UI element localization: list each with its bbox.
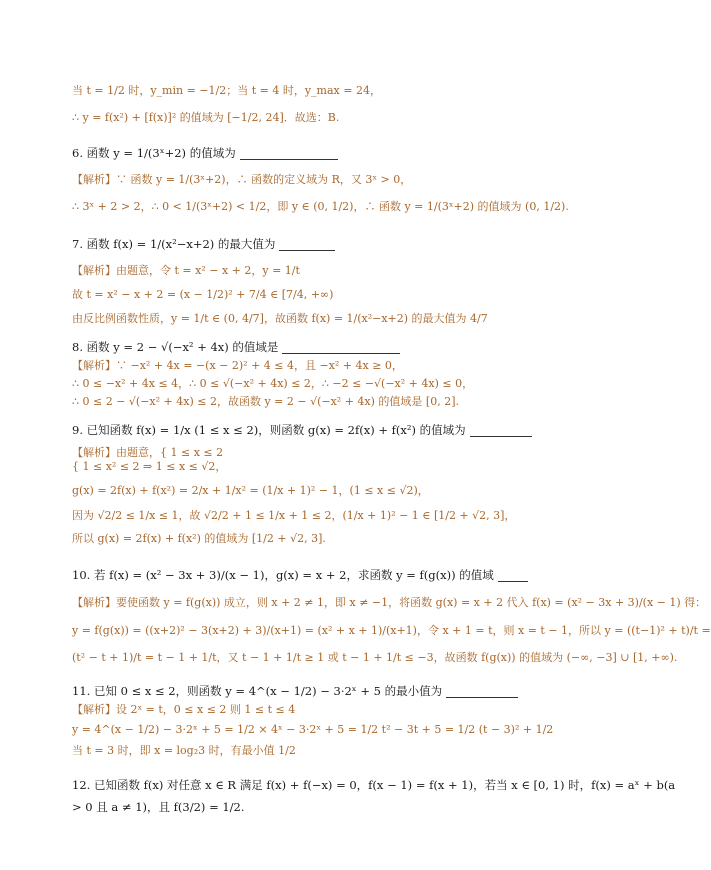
text-line: 当 t = 1/2 时，y_min = −1/2；当 t = 4 时，y_max = 24， — [72, 84, 381, 97]
text-line: ∴ y = f(x²) + [f(x)]² 的值域为 [−1/2, 24]．故选：B. — [72, 111, 340, 124]
text-line: { 1 ≤ x² ≤ 2 ⇒ 1 ≤ x ≤ √2， — [72, 460, 227, 473]
text-line: (t² − t + 1)/t = t − 1 + 1/t，又 t − 1 + 1/t ≥ 1 或 t − 1 + 1/t ≤ −3，故函数 f(g(x)) 的值域为 (−∞, −3] ∪ [1, +∞). — [72, 651, 678, 664]
text-line: 【解析】要使函数 y = f(g(x)) 成立，则 x + 2 ≠ 1，即 x ≠ −1，将函数 g(x) = x + 2 代入 f(x) = (x² − 3x + 3)/(x − 1) 得： — [72, 596, 707, 609]
text-line: 【解析】∵ 函数 y = 1/(3ˣ+2)，∴ 函数的定义域为 R，又 3ˣ > 0， — [72, 173, 412, 186]
text-line: 【解析】由题意，令 t = x² − x + 2，y = 1/t — [72, 264, 300, 277]
text-line: ∴ 3ˣ + 2 > 2，∴ 0 < 1/(3ˣ+2) < 1/2，即 y ∈ (0, 1/2)，∴ 函数 y = 1/(3ˣ+2) 的值域为 (0, 1/2). — [72, 200, 569, 213]
question-12: 12. 已知函数 f(x) 对任意 x ∈ R 满足 f(x) + f(−x) = 0，f(x − 1) = f(x + 1)，若当 x ∈ [0, 1) 时，f(x) = aˣ + b(a — [72, 778, 676, 792]
text-line: 当 t = 3 时，即 x = log₂3 时，有最小值 1/2 — [72, 744, 296, 757]
text-line: g(x) = 2f(x) + f(x²) = 2/x + 1/x² = (1/x + 1)² − 1，(1 ≤ x ≤ √2)， — [72, 484, 429, 497]
text-line: 所以 g(x) = 2f(x) + f(x²) 的值域为 [1/2 + √2, 3]. — [72, 532, 326, 545]
text-line: 【解析】∵ −x² + 4x = −(x − 2)² + 4 ≤ 4，且 −x² + 4x ≥ 0， — [72, 359, 403, 372]
text-line: 由反比例函数性质，y = 1/t ∈ (0, 4/7]，故函数 f(x) = 1/(x²−x+2) 的最大值为 4/7 — [72, 312, 488, 325]
text-line: y = f(g(x)) = ((x+2)² − 3(x+2) + 3)/(x+1) = (x² + x + 1)/(x+1)，令 x + 1 = t，则 x = t − 1，所以 y = ((t−1)² + t)/t = — [72, 624, 711, 637]
text-line: 故 t = x² − x + 2 = (x − 1/2)² + 7/4 ∈ [7/4, +∞) — [72, 288, 334, 301]
text-line: ∴ 0 ≤ −x² + 4x ≤ 4，∴ 0 ≤ √(−x² + 4x) ≤ 2，∴ −2 ≤ −√(−x² + 4x) ≤ 0， — [72, 377, 474, 390]
question-6: 6. 函数 y = 1/(3ˣ+2) 的值域为 — [72, 146, 338, 160]
text-line: 因为 √2/2 ≤ 1/x ≤ 1，故 √2/2 + 1 ≤ 1/x + 1 ≤ 2，(1/x + 1)² − 1 ∈ [1/2 + √2, 3]， — [72, 509, 516, 522]
text-line: 【解析】设 2ˣ = t，0 ≤ x ≤ 2 则 1 ≤ t ≤ 4 — [72, 703, 296, 716]
question-8: 8. 函数 y = 2 − √(−x² + 4x) 的值域是 — [72, 340, 400, 354]
question-10: 10. 若 f(x) = (x² − 3x + 3)/(x − 1)，g(x) = x + 2，求函数 y = f(g(x)) 的值域 — [72, 568, 528, 582]
question-7: 7. 函数 f(x) = 1/(x²−x+2) 的最大值为 — [72, 237, 335, 251]
question-9: 9. 已知函数 f(x) = 1/x (1 ≤ x ≤ 2)，则函数 g(x) = 2f(x) + f(x²) 的值域为 — [72, 423, 532, 437]
text-line: ∴ 0 ≤ 2 − √(−x² + 4x) ≤ 2，故函数 y = 2 − √(−x² + 4x) 的值域是 [0, 2]. — [72, 395, 459, 408]
text-line: > 0 且 a ≠ 1)，且 f(3/2) = 1/2. — [72, 800, 245, 814]
question-11: 11. 已知 0 ≤ x ≤ 2，则函数 y = 4^(x − 1/2) − 3·2ˣ + 5 的最小值为 — [72, 684, 518, 698]
text-line: y = 4^(x − 1/2) − 3·2ˣ + 5 = 1/2 × 4ˣ − 3·2ˣ + 5 = 1/2 t² − 3t + 5 = 1/2 (t − 3)² + 1/2 — [72, 723, 554, 736]
text-line: 【解析】由题意，{ 1 ≤ x ≤ 2 — [72, 446, 224, 459]
